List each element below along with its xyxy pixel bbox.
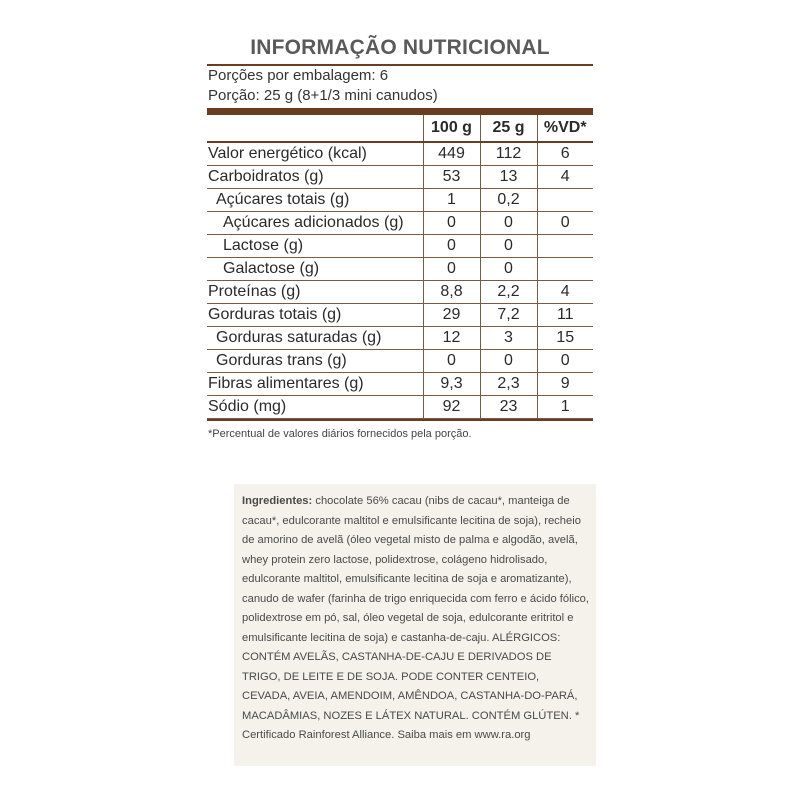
ingredients-box <box>234 484 596 766</box>
value-daily-percent: 11 <box>537 304 593 327</box>
value-per-100g: 53 <box>423 166 480 189</box>
value-per-25g: 2,3 <box>480 373 537 396</box>
header-vd: %VD* <box>537 115 593 142</box>
thick-divider <box>207 108 593 115</box>
table-row <box>207 235 593 258</box>
value-daily-percent <box>537 235 593 258</box>
table-row <box>207 281 593 304</box>
value-daily-percent <box>537 258 593 281</box>
value-per-25g: 23 <box>480 396 537 419</box>
table-header-row <box>207 115 593 142</box>
value-per-100g: 0 <box>423 212 480 235</box>
nutrient-label: Gorduras saturadas (g) <box>207 327 423 350</box>
nutrient-label: Gorduras trans (g) <box>207 350 423 373</box>
table-row <box>207 142 593 166</box>
value-per-100g: 92 <box>423 396 480 419</box>
value-per-100g: 0 <box>423 235 480 258</box>
value-daily-percent: 4 <box>537 281 593 304</box>
value-per-25g: 0 <box>480 350 537 373</box>
value-per-25g: 112 <box>480 142 537 166</box>
nutrient-label: Proteínas (g) <box>207 281 423 304</box>
table-row <box>207 396 593 419</box>
table-row <box>207 189 593 212</box>
header-blank-cell <box>207 115 423 142</box>
nutrition-facts-panel <box>207 34 593 440</box>
value-per-100g: 1 <box>423 189 480 212</box>
table-row <box>207 166 593 189</box>
value-per-25g: 0,2 <box>480 189 537 212</box>
table-row <box>207 212 593 235</box>
value-daily-percent: 0 <box>537 350 593 373</box>
nutrient-label: Gorduras totais (g) <box>207 304 423 327</box>
value-daily-percent: 15 <box>537 327 593 350</box>
value-daily-percent: 4 <box>537 166 593 189</box>
ingredients-heading: Ingredientes: <box>242 495 313 507</box>
value-per-100g: 0 <box>423 258 480 281</box>
value-per-25g: 2,2 <box>480 281 537 304</box>
value-daily-percent <box>537 189 593 212</box>
nutrient-label: Sódio (mg) <box>207 396 423 419</box>
value-per-100g: 12 <box>423 327 480 350</box>
value-per-25g: 3 <box>480 327 537 350</box>
serving-size: Porção: 25 g (8+1/3 mini canudos) <box>208 87 438 104</box>
value-per-100g: 449 <box>423 142 480 166</box>
table-row <box>207 373 593 396</box>
ingredients-text: chocolate 56% cacau (nibs de cacau*, manteiga de cacau*, edulcorante maltitol e emulsificante lecitina de soja), recheio de amorino de avelã (óleo vegetal misto de palma e algodão, avelã, whey protein zero lactose, polidextrose, colágeno hidrolisado, edulcorante maltitol, emulsificante lecitina de soja e aromatizante), canudo de wafer (farinha de trigo enriquecida com ferro e ácido fólico, polidextrose em pó, sal, óleo vegetal de soja, edulcorante eritritol e emulsificante lecitina de soja) e castanha-de-caju. ALÉRGICOS: CONTÉM AVELÃS, CASTANHA-DE-CAJU E DERIVADOS DE TRIGO, DE LEITE E DE SOJA. PODE CONTER CENTEIO, CEVADA, AVEIA, AMENDOIM, AMÊNDOA, CASTANHA-DO-PARÁ, MACADÂMIAS, NOZES E LÁTEX NATURAL. CONTÉM GLÚTEN. * Certificado Rainforest Alliance. Saiba mais em www.ra.org <box>242 495 590 741</box>
header-25g: 25 g <box>480 115 537 142</box>
value-per-100g: 9,3 <box>423 373 480 396</box>
nutrient-label: Açúcares totais (g) <box>207 189 423 212</box>
value-per-100g: 29 <box>423 304 480 327</box>
table-bottom-divider <box>207 419 593 421</box>
value-per-25g: 0 <box>480 235 537 258</box>
header-100g: 100 g <box>423 115 480 142</box>
nutrient-label: Açúcares adicionados (g) <box>207 212 423 235</box>
table-row <box>207 327 593 350</box>
value-daily-percent: 1 <box>537 396 593 419</box>
value-daily-percent: 9 <box>537 373 593 396</box>
nutrient-label: Fibras alimentares (g) <box>207 373 423 396</box>
value-per-25g: 0 <box>480 212 537 235</box>
nutrient-label: Carboidratos (g) <box>207 166 423 189</box>
nutrient-label: Lactose (g) <box>207 235 423 258</box>
value-per-25g: 0 <box>480 258 537 281</box>
value-daily-percent: 0 <box>537 212 593 235</box>
nutrition-title: INFORMAÇÃO NUTRICIONAL <box>250 36 550 59</box>
nutrition-table <box>207 115 593 419</box>
servings-per-package: Porções por embalagem: 6 <box>208 67 389 84</box>
value-per-100g: 8,8 <box>423 281 480 304</box>
table-row <box>207 258 593 281</box>
table-row <box>207 304 593 327</box>
nutrient-label: Valor energético (kcal) <box>207 142 423 166</box>
footnote: *Percentual de valores diários fornecidos pela porção. <box>208 428 472 440</box>
value-per-25g: 7,2 <box>480 304 537 327</box>
table-row <box>207 350 593 373</box>
value-per-100g: 0 <box>423 350 480 373</box>
nutrient-label: Galactose (g) <box>207 258 423 281</box>
value-per-25g: 13 <box>480 166 537 189</box>
value-daily-percent: 6 <box>537 142 593 166</box>
